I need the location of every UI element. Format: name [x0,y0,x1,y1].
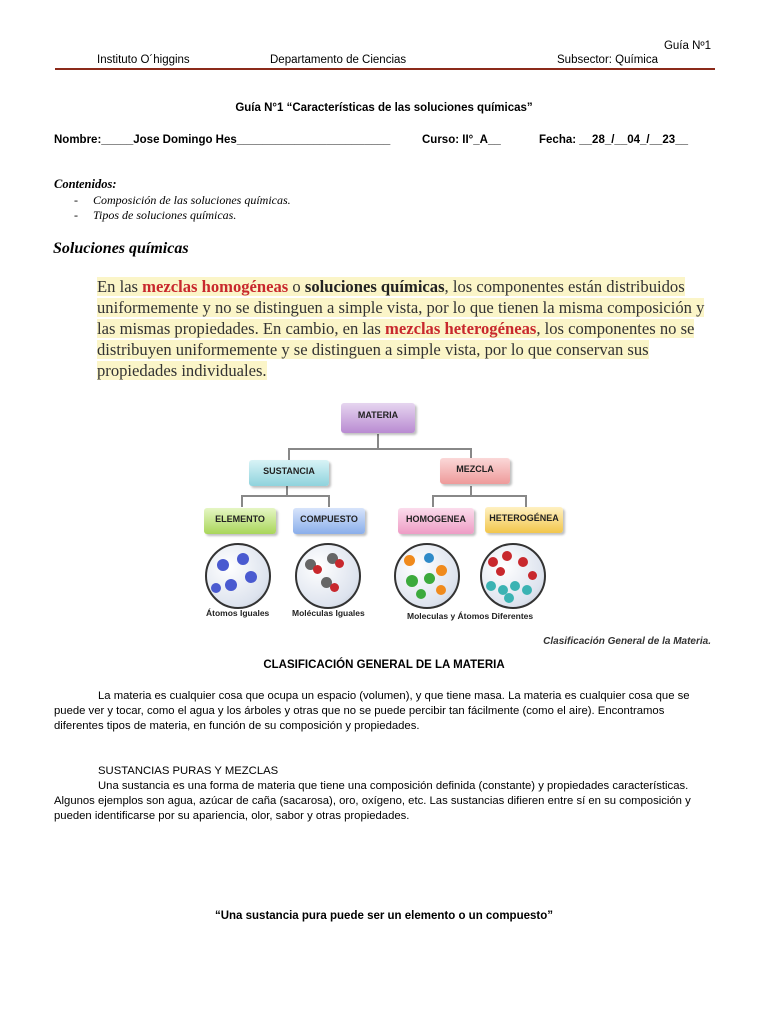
school-name: Instituto O´higgins [97,54,190,66]
pure-paragraph: Una sustancia es una forma de materia que tiene una composición definida (constante) y propiedades características. Algunos ejemplos son agua, azúcar de caña (sacarosa), oro, oxígeno, etc. Las sustancias difieren entre sí en su composición y pueden identificarse por su apariencia, olor, sabor y otras propiedades. [54,780,691,822]
classification-heading: CLASIFICACIÓN GENERAL DE LA MATERIA [263,659,505,671]
elemento-caption: Átomos Iguales [206,608,270,618]
compuesto-box: COMPUESTO [293,508,365,534]
name-field: Nombre:_____Jose Domingo Hes________________________ [54,134,391,146]
guide-number: Guía Nº1 [663,40,711,52]
date-field: Fecha: __28_/__04_/__23__ [539,134,688,146]
elemento-particles-circle [205,543,271,609]
contents-heading: Contenidos: [54,177,117,191]
department-name: Departamento de Ciencias [270,54,407,66]
header-rule [55,68,715,70]
heterogenea-box: HETEROGÉNEA [485,507,563,533]
compuesto-caption: Moléculas Iguales [292,608,365,618]
compuesto-particles-circle [295,543,361,609]
contents-item: - Composición de las soluciones químicas. [74,193,291,207]
subject-name: Subsector: Química [557,54,658,66]
materia-box: MATERIA [341,403,415,433]
highlight-paragraph: En las mezclas homogéneas o soluciones químicas, los componentes están distribuidos uniformemente y no se distinguen a simple vista, por lo que tienen la misma composición y las mismas propiedades. En cambio, en las mezclas heterogéneas, los componentes no se distribuyen uniformemente y se distinguen a simple vista, por lo que conservan sus propiedades individuales. [97,277,705,380]
section-title: Soluciones químicas [53,240,189,257]
course-field: Curso: II°_A__ [422,134,501,146]
mezcla-caption: Moleculas y Átomos Diferentes [407,611,534,621]
heterogenea-particles-circle [480,543,546,609]
sustancia-box: SUSTANCIA [249,460,329,486]
matter-classification-diagram [200,398,566,624]
elemento-box: ELEMENTO [204,508,276,534]
pure-heading: SUSTANCIAS PURAS Y MEZCLAS [98,765,279,777]
figure-caption: Clasificación General de la Materia. [543,636,711,647]
closing-quote: “Una sustancia pura puede ser un elemento o un compuesto” [214,910,554,922]
contents-item: - Tipos de soluciones químicas. [74,208,237,222]
homogenea-box: HOMOGENEA [398,508,474,534]
homogenea-particles-circle [394,543,460,609]
mezcla-box: MEZCLA [440,458,510,484]
page-title: Guía N°1 “Características de las soluciones químicas” [235,102,533,114]
classification-paragraph: La materia es cualquier cosa que ocupa un espacio (volumen), y que tiene masa. La materia es cualquier cosa que se puede ver y tocar, como el agua y los árboles y otras que no se puede percibir tan fácilmente (como el aire). Encontramos diferentes tipos de materia, en función de su composición y propiedades. [54,690,690,732]
